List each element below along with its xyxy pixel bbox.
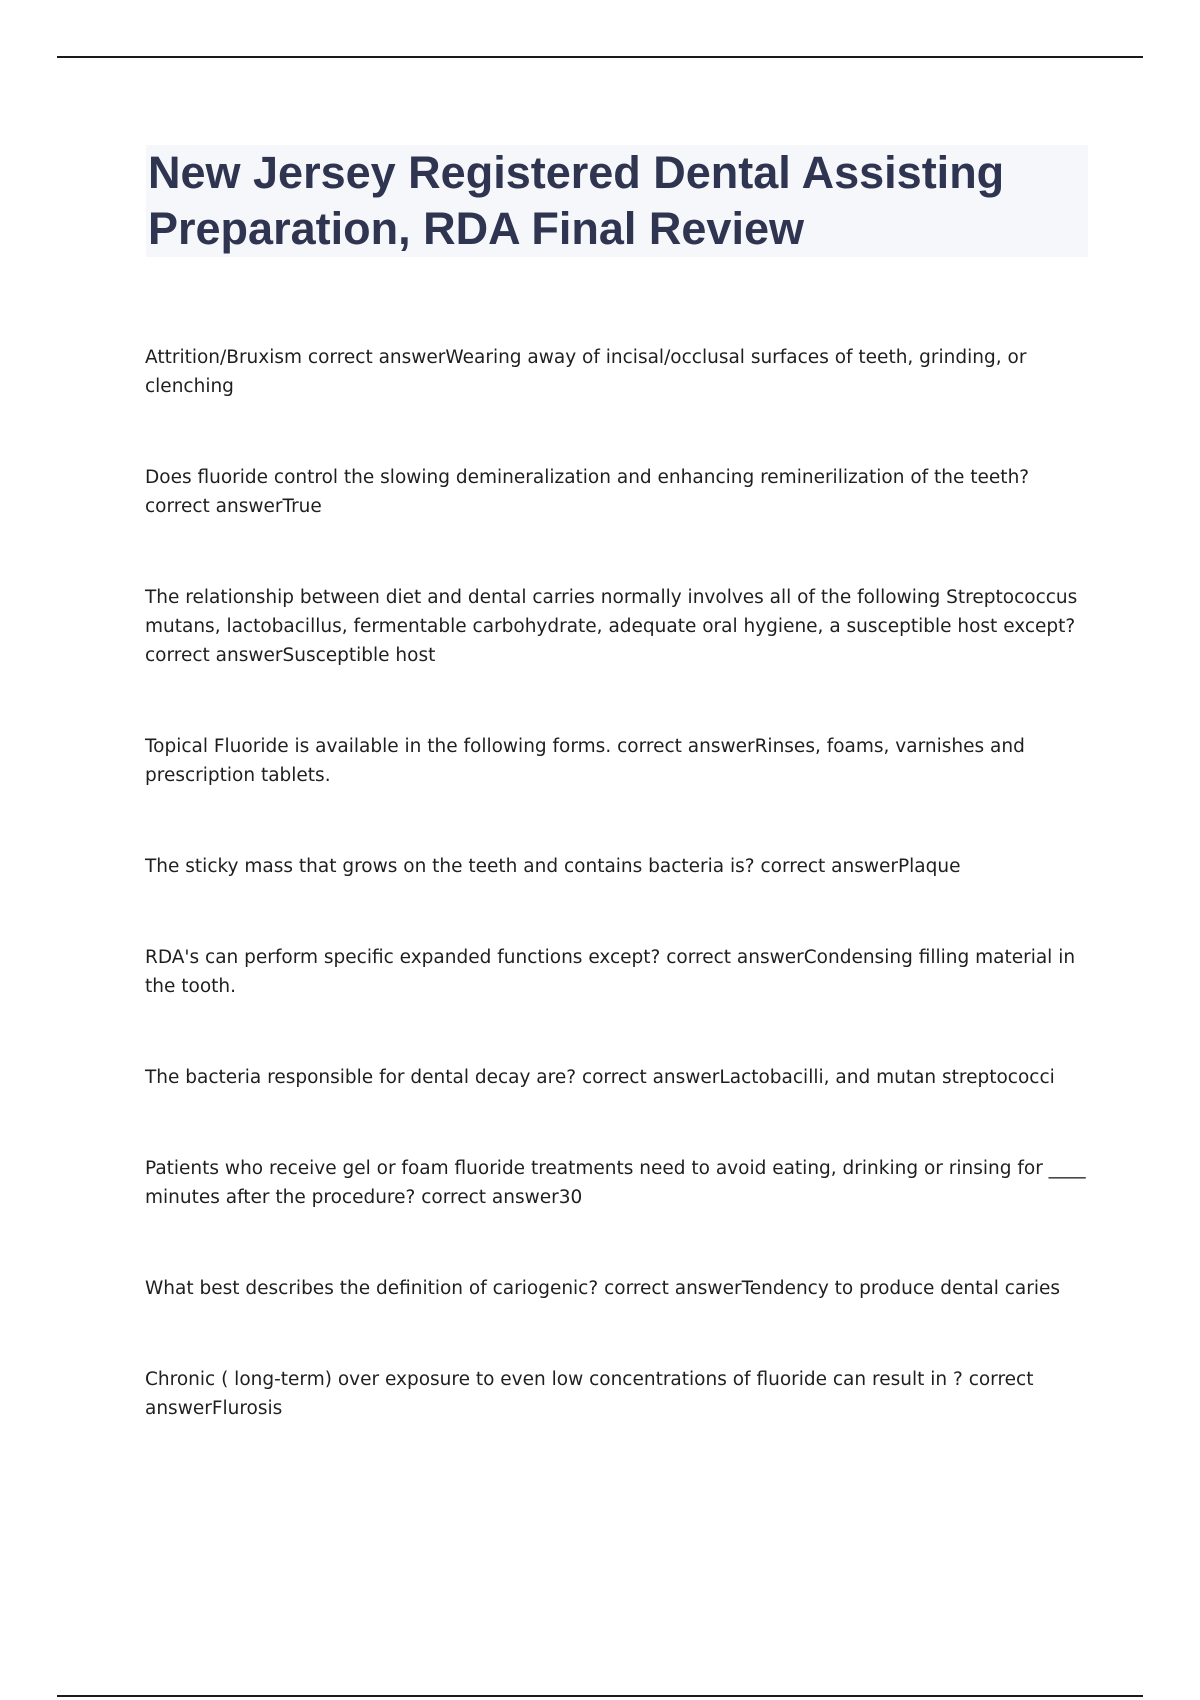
- question-text: Does fluoride control the slowing demineralization and enhancing reminerilization of the teeth?: [145, 467, 1030, 488]
- question-text: The bacteria responsible for dental decay are?: [145, 1067, 577, 1088]
- qa-list: [145, 343, 1090, 1423]
- answer-text: Tendency to produce dental caries: [741, 1278, 1061, 1299]
- answer-separator: correct answer: [760, 856, 898, 877]
- question-text: The sticky mass that grows on the teeth and contains bacteria is?: [145, 856, 755, 877]
- answer-separator: correct answer: [145, 496, 283, 517]
- answer-separator: correct answer: [581, 1067, 720, 1088]
- qa-item: [145, 732, 1090, 790]
- qa-item: [145, 1274, 1090, 1303]
- question-text: Patients who receive gel or foam fluoride treatments need to avoid eating, drinking or rinsing for ____ minutes after the procedure?: [145, 1158, 1086, 1208]
- document-title: New Jersey Registered Dental Assisting Preparation, RDA Final Review: [148, 147, 1005, 254]
- qa-item: [145, 463, 1090, 521]
- bottom-divider: [57, 1695, 1143, 1697]
- qa-item: [145, 1063, 1090, 1092]
- answer-separator: correct answer: [145, 645, 283, 666]
- qa-item: [145, 852, 1090, 881]
- qa-item: [145, 1365, 1090, 1423]
- answer-text: Condensing filling material in the tooth.: [145, 947, 1076, 997]
- answer-text: Lactobacilli, and mutan streptococci: [719, 1067, 1055, 1088]
- answer-text: Plaque: [898, 856, 961, 877]
- answer-separator: correct answer: [617, 736, 755, 757]
- qa-item: [145, 583, 1090, 670]
- answer-text: 30: [558, 1187, 583, 1208]
- answer-text: Wearing away of incisal/occlusal surfaces of teeth, grinding, or clenching: [145, 347, 1027, 397]
- question-text: What best describes the definition of cariogenic?: [145, 1278, 599, 1299]
- answer-text: Susceptible host: [282, 645, 436, 666]
- question-text: Attrition/Bruxism: [145, 347, 303, 368]
- answer-text: Rinses, foams, varnishes and prescription tablets.: [145, 736, 1025, 786]
- top-divider: [57, 56, 1143, 58]
- qa-item: [145, 1154, 1090, 1212]
- answer-separator: correct answer: [604, 1278, 742, 1299]
- answer-separator: correct answer: [421, 1187, 559, 1208]
- answer-separator: correct answer: [666, 947, 804, 968]
- answer-separator: correct answer: [307, 347, 446, 368]
- answer-text: True: [282, 496, 322, 517]
- title-block: [146, 145, 1088, 257]
- question-text: The relationship between diet and dental carries normally involves all of the following Streptococcus mutans, lactobacillus, fermentable carbohydrate, adequate oral hygiene, a susceptible host except?: [145, 587, 1078, 637]
- question-text: Chronic ( long-term) over exposure to even low concentrations of fluoride can result in ?: [145, 1369, 963, 1390]
- answer-text: Flurosis: [211, 1398, 283, 1419]
- question-text: Topical Fluoride is available in the following forms.: [145, 736, 612, 757]
- qa-item: [145, 343, 1090, 401]
- qa-item: [145, 943, 1090, 1001]
- question-text: RDA's can perform specific expanded functions except?: [145, 947, 661, 968]
- answer-separator: correct answer: [145, 1369, 1034, 1419]
